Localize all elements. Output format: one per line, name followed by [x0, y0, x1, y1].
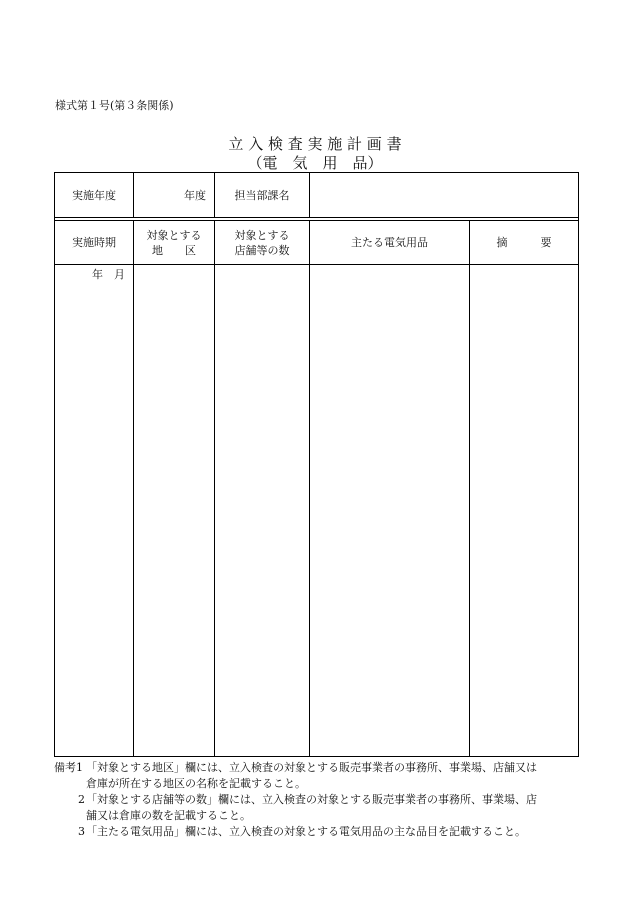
note-text: 「主たる電気用品」欄には、立入検査の対象とする電気用品の主な品目を記載すること。	[86, 825, 526, 838]
period-header: 実施時期	[72, 236, 116, 249]
fiscal-year-label: 実施年度	[72, 189, 116, 202]
stores-header-line2: 店舗等の数	[234, 243, 290, 257]
area-header	[134, 221, 214, 264]
note-text: 「対象とする店舗等の数」欄には、立入検査の対象とする販売事業者の事務所、事業場、店	[86, 793, 537, 806]
area-column-body[interactable]	[134, 265, 214, 756]
note-item	[54, 760, 584, 792]
stores-header-line1: 対象とする	[234, 228, 290, 242]
note-text-continued: 舗又は倉庫の数を記載すること。	[86, 809, 251, 822]
department-field[interactable]	[310, 173, 578, 218]
note-text-continued: 倉庫が所在する地区の名称を記載すること。	[86, 777, 306, 790]
stores-header	[215, 221, 309, 264]
period-unit-text: 年 月	[92, 267, 125, 281]
notes-section	[54, 760, 584, 840]
form-title: 立 入 検 査 実 施 計 画 書	[228, 135, 402, 153]
note-text: 「対象とする地区」欄には、立入検査の対象とする販売事業者の事務所、事業場、店舗又は	[86, 761, 537, 774]
department-label: 担当部課名	[234, 189, 290, 202]
note-number: 3	[78, 825, 85, 838]
notes-prefix: 備考1	[54, 761, 83, 774]
form-subtitle: （電 気 用 品）	[247, 154, 383, 172]
remarks-header: 摘 要	[496, 236, 552, 249]
stores-column-body[interactable]	[215, 265, 309, 756]
inspection-plan-table	[54, 172, 579, 757]
products-column-body[interactable]	[310, 265, 469, 756]
fiscal-year-field[interactable]: 年度	[184, 189, 206, 202]
area-header-line1: 対象とする	[146, 228, 202, 242]
area-header-line2: 地 区	[152, 243, 196, 257]
form-number: 様式第１号(第３条関係)	[55, 99, 174, 112]
remarks-column-body[interactable]	[470, 265, 578, 756]
note-item	[54, 824, 584, 840]
note-item	[54, 792, 584, 824]
note-number: 2	[78, 793, 85, 806]
period-column-body[interactable]	[55, 283, 133, 756]
products-header: 主たる電気用品	[351, 236, 428, 249]
